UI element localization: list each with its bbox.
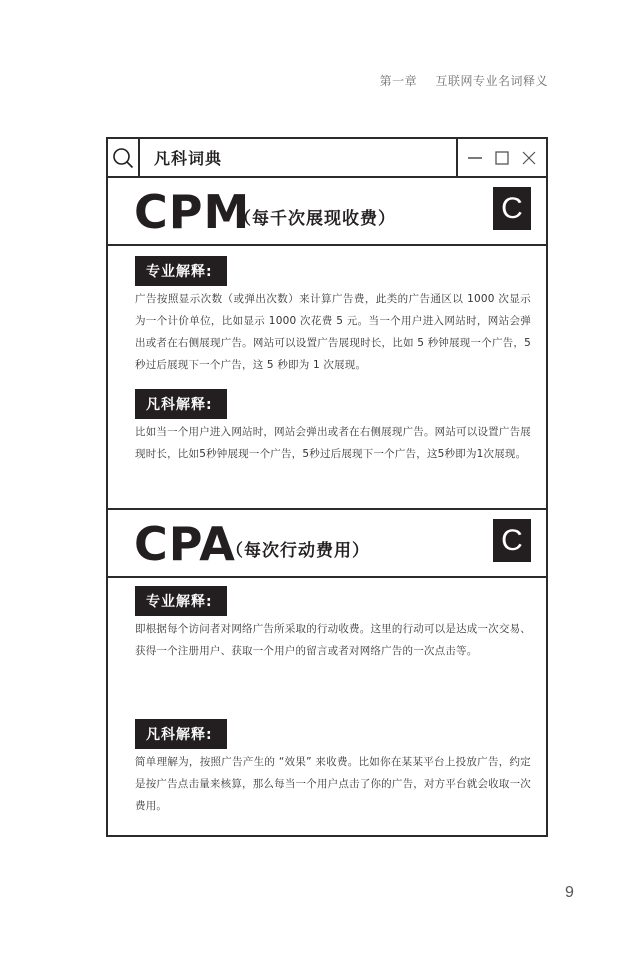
professional-explanation-text: 广告按照显示次数（或弹出次数）来计算广告费，此类的广告通区以 1000 次显示为一个计价单位，比如显示 1000 次花费 5 元。当一个用户进入网站时，网站会弹出或者在右侧展现广告。网站可以设置广告展现时长，比如 5 秒钟展现一个广告，5 秒过后展现下一个广告，这 5 秒即为 1 次展现。 [135, 293, 531, 371]
title-bar [108, 139, 546, 178]
chapter-title: 互联网专业名词释义 [435, 74, 548, 88]
term-full-name: （每次行动费用） [226, 541, 370, 561]
chapter-label: 第一章 [379, 74, 418, 88]
term-full-name: （每千次展现收费） [234, 209, 396, 229]
professional-explanation-label: 专业解释: [135, 586, 227, 616]
maximize-button[interactable] [493, 149, 511, 167]
fanke-explanation-label: 凡科解释: [135, 389, 227, 419]
term-abbreviation: CPM [134, 185, 251, 239]
minimize-button[interactable] [466, 149, 484, 167]
letter-index-badge: C [493, 187, 531, 230]
term-body-cpm [108, 246, 546, 508]
maximize-icon [494, 150, 510, 166]
running-head [380, 72, 548, 89]
professional-explanation-text: 即根据每个访问者对网络广告所采取的行动收费。这里的行动可以是达成一次交易、获得一个注册用户、获取一个用户的留言或者对网络广告的一次点击等。 [135, 623, 531, 657]
fanke-explanation-text: 简单理解为，按照广告产生的 “效果” 来收费。比如你在某某平台上投放广告，约定是按广告点击量来核算，那么每当一个用户点击了你的广告，对方平台就会收取一次费用。 [135, 756, 531, 812]
close-icon [521, 150, 537, 166]
close-button[interactable] [520, 149, 538, 167]
search-button[interactable] [108, 139, 140, 176]
app-title: 凡科词典 [154, 149, 223, 168]
fanke-explanation-text: 比如当一个用户进入网站时，网站会弹出或者在右侧展现广告。网站可以设置广告展现时长，比如5秒钟展现一个广告，5秒过后展现下一个广告，这5秒即为1次展现。 [135, 426, 531, 460]
search-icon [112, 147, 134, 169]
dictionary-window [106, 137, 548, 837]
minimize-icon [467, 150, 483, 166]
page-number: 9 [565, 884, 574, 901]
term-body-cpa [108, 576, 546, 835]
fanke-explanation-label: 凡科解释: [135, 719, 227, 749]
letter-index-badge: C [493, 519, 531, 562]
term-abbreviation: CPA [134, 517, 236, 571]
term-header-cpm [108, 178, 546, 246]
professional-explanation-label: 专业解释: [135, 256, 227, 286]
term-header-cpa [108, 508, 546, 578]
window-controls [456, 139, 546, 176]
